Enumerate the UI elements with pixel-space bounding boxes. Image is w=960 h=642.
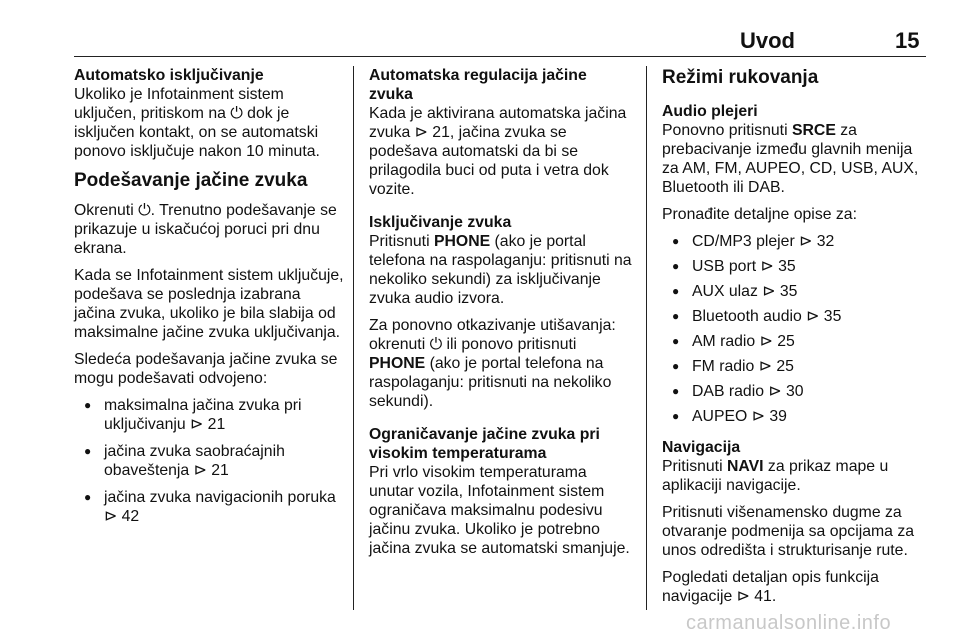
list-item: ● jačina zvuka saobraćajnih obaveštenja ⊳ 21 [74, 442, 346, 480]
column-1 [74, 66, 346, 534]
list-item: ● jačina zvuka navigacionih poruka ⊳ 42 [74, 488, 346, 526]
list-item: ● Bluetooth audio ⊳ 35 [662, 307, 930, 326]
bullet-list [74, 396, 346, 526]
phone-key-label: PHONE [369, 355, 426, 372]
section-heading-audio-players: Audio plejeri [662, 103, 758, 120]
srce-key-label: SRCE [791, 122, 836, 139]
paragraph: Pritisnuti višenamensko dugme za otvaranje podmenija sa opcijama za unos odredišta i strukturisanje rute. [662, 504, 915, 559]
text: Pritisnuti [662, 458, 727, 475]
page-header-title: Uvod [740, 28, 795, 53]
section-heading-volume: Podešavanje jačine zvuka [74, 170, 308, 191]
list-item: ● DAB radio ⊳ 30 [662, 382, 930, 401]
column-divider-right [646, 66, 647, 610]
text: (ako je portal telefona na raspolaganju: pritisnuti na nekoliko sekundi) za isključivanje zvuka audio izvora. [369, 233, 632, 307]
paragraph: Ukoliko je Infotainment sistem uključen, pritiskom na ⏻ dok je isključen kontakt, on se automatski ponovo isključuje nakon 10 minuta. [74, 86, 320, 160]
text: (ako je portal telefona na raspolaganju: pritisnuti na nekoliko sekundi). [369, 355, 612, 410]
column-2 [369, 66, 635, 566]
paragraph [662, 457, 930, 495]
header-rule [74, 56, 926, 57]
section-heading-auto-off: Automatsko isključivanje [74, 67, 264, 84]
column-divider-left [353, 66, 354, 610]
watermark: carmanualsonline.info [686, 612, 892, 634]
text: Ponovno pritisnuti [662, 122, 792, 139]
section-heading-mute: Isključivanje zvuka [369, 214, 512, 231]
paragraph: Sledeća podešavanja jačine zvuka se mogu podešavati odvojeno: [74, 351, 338, 387]
list-item: ● AUX ulaz ⊳ 35 [662, 282, 930, 301]
paragraph: Pronađite detaljne opise za: [662, 206, 857, 223]
list-item: ● FM radio ⊳ 25 [662, 357, 930, 376]
paragraph [369, 316, 635, 411]
paragraph: Okrenuti ⏻. Trenutno podešavanje se prikazuje u iskačućoj poruci pri dnu ekrana. [74, 202, 337, 257]
bullet-list [662, 232, 930, 426]
text: Pritisnuti [369, 233, 434, 250]
list-item: ● maksimalna jačina zvuka pri uključivanju ⊳ 21 [74, 396, 346, 434]
section-heading-modes: Režimi rukovanja [662, 67, 819, 88]
paragraph: Pogledati detaljan opis funkcija navigacije ⊳ 41. [662, 569, 879, 605]
paragraph: Pri vrlo visokim temperaturama unutar vozila, Infotainment sistem ograničava maksimalnu podesivu jačinu zvuka. Ukoliko je potrebno jačina zvuka se automatski smanjuje. [369, 464, 630, 557]
paragraph [662, 121, 930, 197]
text: za prikaz mape u aplikaciji navigacije. [662, 458, 889, 494]
text: za prebacivanje između glavnih menija za AM, FM, AUPEO, CD, USB, AUX, Bluetooth ili DAB. [662, 122, 919, 196]
section-heading-auto-volume: Automatska regulacija jačine zvuka [369, 67, 587, 103]
column-3 [662, 66, 930, 614]
list-item: ● AM radio ⊳ 25 [662, 332, 930, 351]
list-item: ● AUPEO ⊳ 39 [662, 407, 930, 426]
list-item: ● CD/MP3 plejer ⊳ 32 [662, 232, 930, 251]
paragraph: Kada je aktivirana automatska jačina zvuka ⊳ 21, jačina zvuka se podešava automatski da bi se prilagodila buci od puta i vetra dok vozite. [369, 105, 627, 198]
paragraph: Kada se Infotainment sistem uključuje, podešava se poslednja izabrana jačina zvuka, ukoliko je bila slabija od maksimalne jačine zvuka uključivanja. [74, 267, 344, 341]
page-number: 15 [895, 28, 920, 53]
navi-key-label: NAVI [726, 458, 764, 475]
list-item: ● USB port ⊳ 35 [662, 257, 930, 276]
section-heading-temperature-limit: Ograničavanje jačine zvuka pri visokim temperaturama [369, 426, 600, 462]
phone-key-label: PHONE [433, 233, 491, 250]
section-heading-navigation: Navigacija [662, 439, 741, 456]
paragraph [369, 232, 635, 308]
text: Za ponovno otkazivanje utišavanja: okrenuti ⏻ ili ponovo pritisnuti [369, 317, 616, 353]
